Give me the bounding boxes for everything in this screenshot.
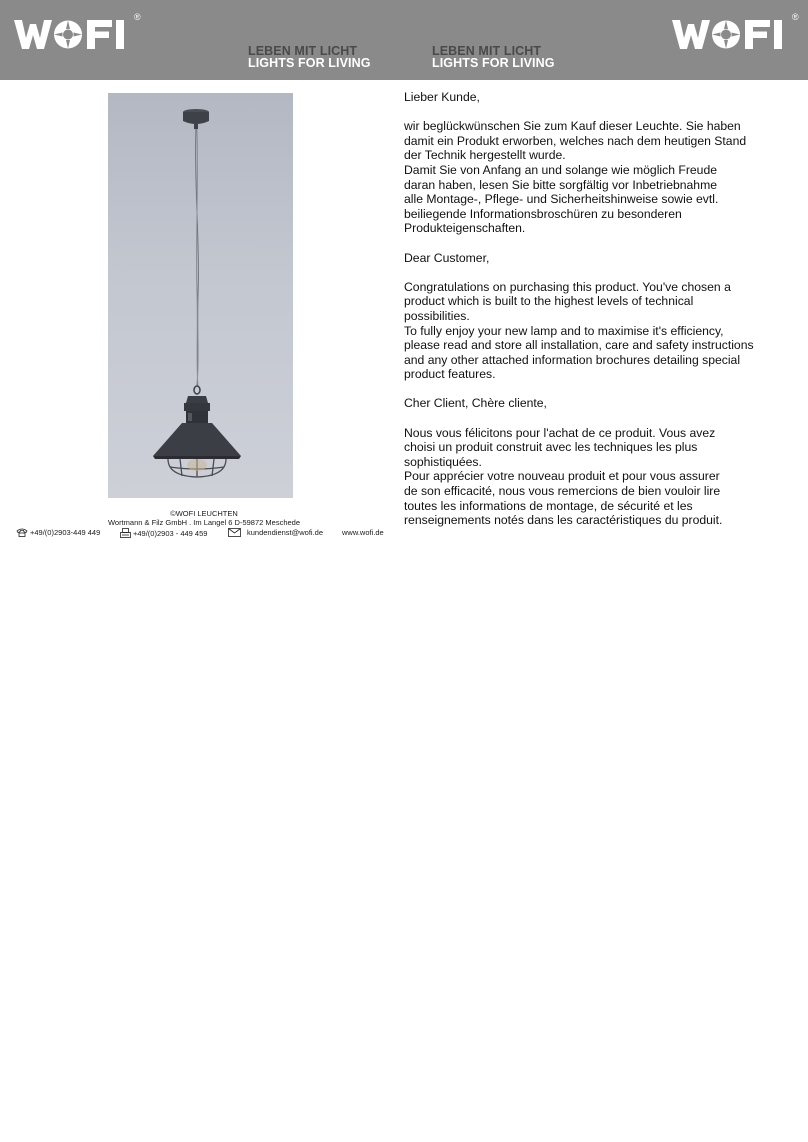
english-body-line: To fully enjoy your new lamp and to maximise it's efficiency,: [404, 323, 724, 338]
french-body-line: sophistiquées.: [404, 454, 482, 469]
german-body-line: wir beglückwünschen Sie zum Kauf dieser Leuchte. Sie haben: [404, 119, 741, 134]
german-body-line: Damit Sie von Anfang an und solange wie möglich Freude: [404, 162, 718, 177]
contact-fax: [120, 528, 207, 538]
registered-mark: ®: [134, 12, 141, 22]
english-greeting: Dear Customer,: [404, 250, 490, 265]
english-body-line: possibilities.: [404, 308, 470, 323]
english-body-line: please read and store all installation, care and safety instructions: [404, 338, 754, 353]
french-body-line: renseignements notés dans les caractéristiques du produit.: [404, 513, 723, 528]
contact-web: [342, 528, 384, 537]
mail-icon: [228, 528, 241, 537]
tagline-german: LEBEN MIT LICHT: [432, 44, 542, 58]
german-body-line: alle Montage-, Pflege- und Sicherheitshinweise sowie evtl.: [404, 192, 719, 207]
fax-number[interactable]: +49/(0)2903 - 449 459: [133, 528, 208, 538]
wofi-logo-left: [12, 12, 141, 52]
tagline-left: [248, 45, 371, 69]
phone-icon: [16, 528, 28, 537]
product-photo: [108, 93, 293, 498]
german-body-line: der Technik hergestellt wurde.: [404, 148, 566, 163]
german-body-line: beiliegende Informationsbroschüren zu besonderen: [404, 206, 682, 221]
german-greeting: Lieber Kunde,: [404, 90, 480, 104]
french-body-line: choisi un produit construit avec les techniques les plus: [404, 440, 698, 455]
tagline-english: LIGHTS FOR LIVING: [248, 56, 371, 70]
german-body-line: Produkteigenschaften.: [404, 221, 526, 236]
german-body-line: damit ein Produkt erworben, welches nach dem heutigen Stand: [404, 133, 747, 148]
email-address[interactable]: kundendienst@wofi.de: [247, 528, 323, 537]
english-body-line: product which is built to the highest levels of technical: [404, 294, 694, 309]
contact-phone: [16, 528, 100, 537]
welcome-text: [404, 90, 764, 528]
french-body-line: toutes les informations de montage, de sécurité et les: [404, 498, 693, 513]
wofi-logo-graphic: [12, 16, 132, 52]
english-body-line: Congratulations on purchasing this product. You've chosen a: [404, 279, 731, 294]
french-body-line: Nous vous félicitons pour l'achat de ce produit. Vous avez: [404, 425, 716, 440]
fax-icon: [120, 528, 131, 538]
registered-mark: ®: [792, 12, 799, 22]
website-link[interactable]: www.wofi.de: [342, 528, 384, 537]
wofi-logo-graphic: [670, 16, 790, 52]
company-name: ©WOFI LEUCHTEN: [170, 509, 238, 518]
contact-bar: [16, 528, 388, 540]
phone-number[interactable]: +49/(0)2903-449 449: [30, 528, 101, 537]
wofi-logo-right: [670, 12, 799, 52]
french-body-line: Pour apprécier votre nouveau produit et pour vous assurer: [404, 469, 720, 484]
pendant-lamp-icon: [108, 93, 293, 498]
company-address: Wortmann & Filz GmbH . Im Langel 6 D-59872 Meschede: [107, 518, 301, 527]
english-body-line: product features.: [404, 367, 496, 382]
tagline-right: [432, 45, 555, 69]
contact-email: [228, 528, 323, 537]
french-body-line: de son efficacité, nous vous remercions de bien vouloir lire: [404, 484, 721, 499]
tagline-german: LEBEN MIT LICHT: [248, 44, 358, 58]
german-body-line: daran haben, lesen Sie bitte sorgfältig vor Inbetriebnahme: [404, 177, 718, 192]
french-greeting: Cher Client, Chère cliente,: [404, 396, 547, 411]
english-body-line: and any other attached information brochures detailing special: [404, 352, 741, 367]
tagline-english: LIGHTS FOR LIVING: [432, 56, 555, 70]
page-header: [0, 0, 808, 80]
